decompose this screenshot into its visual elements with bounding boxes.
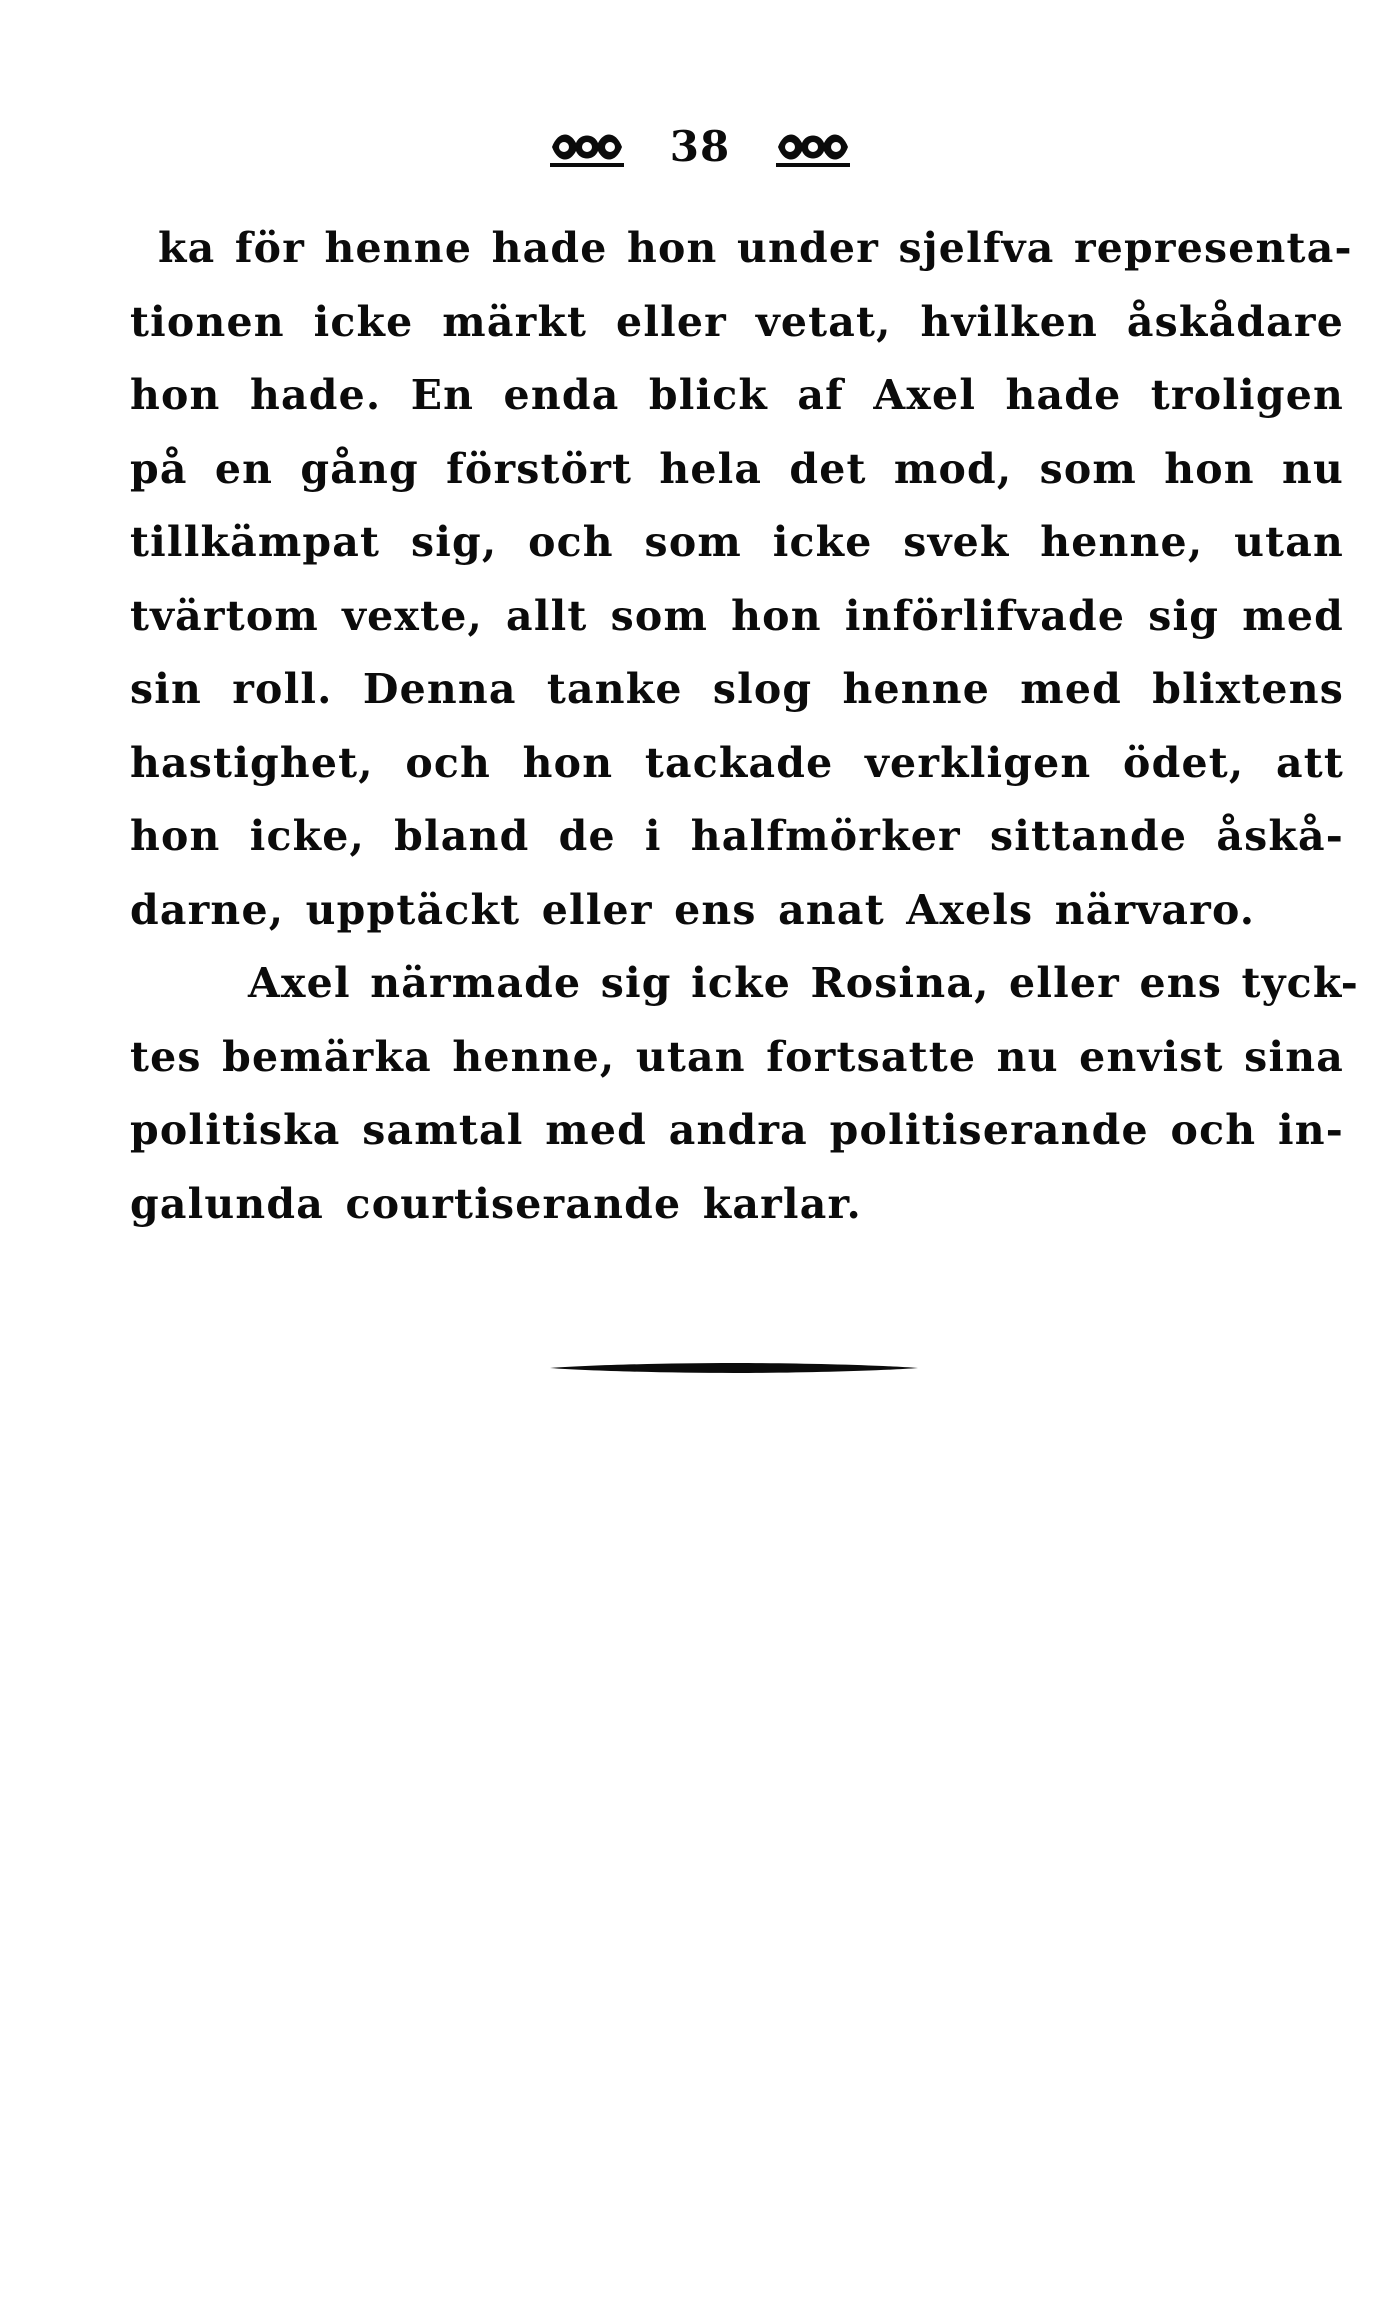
text-line: tvärtom vexte, allt som hon införlifvade sig med [130, 591, 1344, 640]
body-text [130, 212, 1359, 1241]
printers-ornament-icon [774, 125, 852, 169]
text-line: hon hade. En enda blick af Axel hade troligen [130, 371, 1344, 419]
page-number: 38 [669, 122, 731, 171]
text-line: sin roll. Denna tanke slog henne med blixtens [130, 665, 1344, 713]
text-line: hastighet, och hon tackade verkligen ödet, att [130, 738, 1344, 787]
text-line: darne, upptäckt eller ens anat Axels närvaro. [130, 885, 1256, 934]
running-head [0, 112, 1400, 182]
printers-ornament-icon [548, 125, 626, 169]
text-line: tes bemärka henne, utan fortsatte nu envist sina [130, 1032, 1344, 1081]
text-line: tionen icke märkt eller vetat, hvilken åskådare [130, 297, 1344, 346]
text-line: tillkämpat sig, och som icke svek henne, utan [130, 518, 1344, 566]
text-line: Axel närmade sig icke Rosina, eller ens tyck- [248, 959, 1359, 1007]
tailpiece-rule [550, 1360, 918, 1376]
text-line: på en gång förstört hela det mod, som hon nu [130, 444, 1344, 493]
text-line: galunda courtiserande karlar. [130, 1179, 862, 1228]
text-line: politiska samtal med andra politiserande och in- [130, 1106, 1344, 1154]
text-line: hon icke, bland de i halfmörker sittande åskå- [130, 812, 1344, 860]
text-line: ka för henne hade hon under sjelfva representa- [158, 224, 1353, 272]
